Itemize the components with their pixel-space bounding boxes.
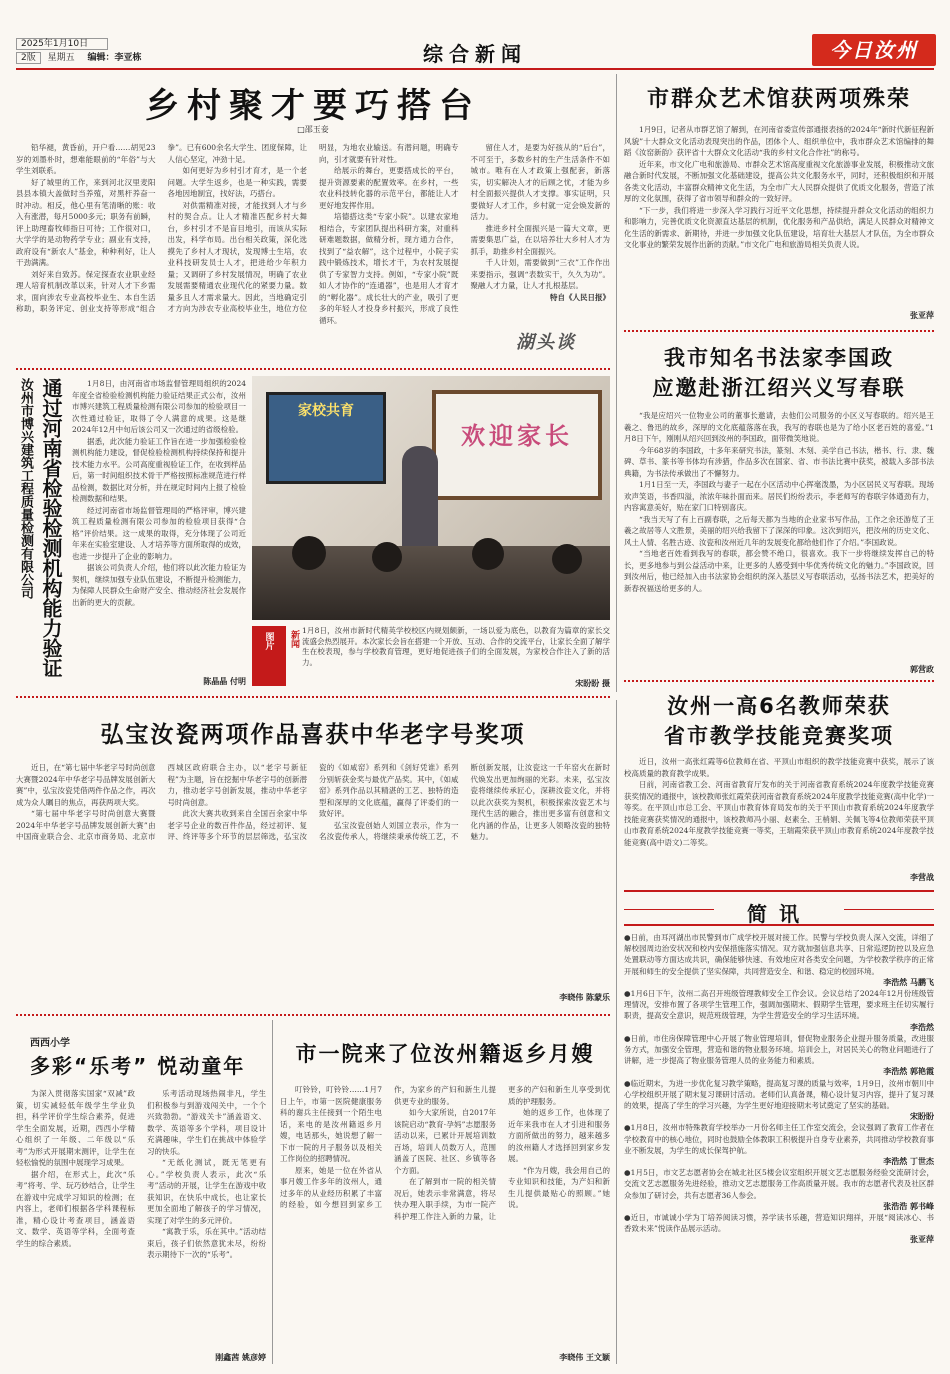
photo-head: [472, 538, 504, 570]
brief-item: [624, 1212, 934, 1246]
header-date-box: [16, 38, 108, 50]
brief-item: [624, 988, 934, 1033]
divider-vertical-top: [616, 74, 617, 692]
header-weekday: 星期五: [47, 53, 75, 63]
music-kicker: 西西小学: [30, 1038, 70, 1049]
inspection-byline: 陈晶晶 付明: [203, 677, 246, 686]
music-body: [16, 1088, 266, 1350]
photo-tag-2: 新闻: [289, 630, 299, 648]
village-para: 对供需精准对接，才能找到人才与乡村的契合点。让人才精准匹配乡村大舞台，乡村引才不是盲目地引，而该从实际出发，科学布局。出台相关政策，深化选摸先了乡村人才现状，发现博士生培，农业科技研发员士人才，把进给少年积力量；又调研了乡村发展情况，明确了农业发展需要精通农业现代化的紧要力量。数量多且人才需求量大。因此，当地确定引才方向为涉农专业高校毕业生，地位方位明显，为地农业输送。有潜问题，明确专向，引才就要有针对性。: [167, 143, 459, 313]
inspection-para: 经过河南省市场监督管理局的严格评审，博兴建筑工程质量检测有限公司参加的检验项目获得“合格”评价结果。这一成果的取得，充分体现了公司近年来在实验室建设、人才培养等方面所取得的成效，也进一步提升了企业的影响力。: [72, 505, 246, 561]
village-para: 推进乡村全面振兴是一篇大文章，更需要集思广益，在以培养壮大乡村人才为抓手，助推乡村全面振兴。: [470, 223, 610, 256]
vocational-para: 日前，河南省教工会、河南省教育厅发布的关于河南省教育系统2024年度教学技能竞赛获奖情况的通报中，该校教师张红霞荣获河南省教育系统2024年度教学技能竞赛(高中化学)一等奖。在平顶山市总工会、平顶山市教育体育局发布的关于平顶山市教育系统2024年度教学技能竞赛获奖情况的通报中，该校教师冯小丽、赵素全、王梢娟、关佩飞等4位教师荣获平顶山市教育系统2024年度教学技能竞赛一等奖，王瑞霞荣获平顶山市教育系统2024年度教学技能竞赛(高中语文)二等奖。: [624, 780, 934, 847]
brief-byline: 李浩然 马鹏飞: [883, 977, 934, 987]
village-para: 给展示的舞台，更要搭成长的平台，提升资源要素的配置效率。在乡村，一些农业科技转化器的示范平台，都能让人才更好地发挥作用。: [319, 166, 459, 210]
village-para: 铅华褪，黄昏前，开户看……胡见23岁的刘墨朴时，想难能眼前的“年俗”与大学生刘联系。: [16, 143, 156, 175]
brief-item: [624, 1033, 934, 1078]
village-para: 培德搭这类“专家小院”。以建农家地相结合，专家团队提出科研方案，对重科研难题数据，做精分析，现方通力合作，找到了“益农解”，这个过程中，小院子实践中锻炼技术，增长才干，为农村发展提供了专家智力支持。例如，“专家小院”既如人才协作的“连通器”，也是用人才育才的“孵化器”。成长壮大的产业，吸引了更多的年轻人才投身乡村振兴，形成了良性循环。: [319, 212, 459, 325]
masthead: 今日汝州: [830, 38, 918, 62]
calligraphy-body: [624, 410, 934, 662]
brief-item: [624, 1122, 934, 1167]
village-para: 刘好来自致苏。保定探查农业职业经理人培育机制改革以来，针对人才下乡需求，面向涉农专业高校毕业生、本自生活称助，职务评定、创业支持等形成“组合拳”。已有600余名大学生、团度保障，让人信心坚定，冲劲十足。: [16, 143, 307, 313]
vocational-title-line2: 省市教学技能竞赛奖项: [664, 724, 894, 748]
bone-para: 原来，她是一位在外省从事月嫂工作多年的汝州人，通过多年的从业经历积累了丰富的经验，如今想回到家乡工作，为家乡的产妇和新生儿提供更专业的服务。: [280, 1085, 496, 1209]
music-para: “寓教于乐，乐在其中。”活动结束后，孩子们依然意犹未尽，纷纷表示期待下一次的“乐考”。: [147, 1227, 266, 1259]
briefs-title: 简讯: [747, 902, 811, 926]
village-para: 千人计划，需要做到“三衣”工作作出来要指示，强调“表数实干，久久为功”。聚融人才力量，让人才扎根基层。: [470, 258, 610, 290]
calligraphy-title-line1: 我市知名书法家李国政: [664, 346, 894, 370]
brief-item: [624, 1167, 934, 1212]
divider-middle: [16, 696, 610, 698]
music-para: 乐考活动现场热闹非凡，学生们积极参与到游戏闯关中，一个个兴致勃勃。“游戏关卡”涵盖语文、数学、英语等多个学科，项目设计充满趣味，学生们在挑战中体验学习的快乐。: [147, 1089, 266, 1156]
art-byline: 张亚萍: [910, 311, 934, 320]
village-para: 如何更好为乡村引才育才，是一个老问题。大学生返乡，也是一种实践，需要各地因地制宜，找好法，巧搭台。: [167, 166, 307, 198]
music-para: “无纸化测试，既无笔更有心。”学校负责人表示，此次“乐考”活动的开展，让学生在游戏中收获知识，在快乐中成长，也让家长更加全面地了解孩子的学习情况，实现了对学生的多元评价。: [147, 1158, 266, 1225]
inspection-para: 据悉，此次能力验证工作旨在进一步加强检验检测机构能力建设，督促检验检测机构持续保持和提升技术能力水平。公司高度重视验证工作，在收到样品后，第一时间组织技术骨干严格按照标准规范进行样品检测，数据比对分析，并在规定时间内上报了检验检测数据和结果。: [72, 436, 246, 503]
divider-village: [16, 368, 610, 370]
header-date: 2025年1月10日: [21, 39, 89, 49]
brief-item: [624, 1078, 934, 1123]
music-title: 多彩“乐考” 悦动童年: [30, 1054, 246, 1078]
article-music: [16, 1020, 266, 1366]
article-calligraphy: [624, 336, 934, 676]
calligraphy-para: “我是应绍兴一位物业公司的董事长邀请，去他们公司服务的小区义写春联的。绍兴是王羲之、鲁迅的故乡，深厚的文化底蕴落落在我，我写的春联也是为了给小区老百姓的喜爱。”1月8日下午，刚刚从绍兴回到汝州的李国政，面带微笑地说。: [624, 411, 934, 443]
divider-ceramics: [16, 1014, 610, 1016]
vocational-body: [624, 756, 934, 872]
art-para: 1月9日，记者从市群艺馆了解到，在河南省委宣传部通报表扬的2024年“新时代新征程新风貌”十大群众文化活动表现突出的作品，团体个人、组织单位中，我市群众艺术馆编排的舞蹈《汝窑新韵》获评省十大群众文化活动“我的乡村文化合作社”的称号。: [624, 125, 934, 157]
article-bone: [280, 1020, 610, 1366]
brief-byline: 李浩然: [910, 1022, 934, 1032]
photo-tag-1: 图片: [263, 632, 274, 650]
ceramics-para: “第七届中华老字号时尚创意大赛暨2024年中华老字号品牌发展创新大赛”由中国商业联合会、北京市商务局、北京市西城区政府联合主办，以“老字号新征程”为主题，旨在挖掘中华老字号的创新潜力，推动老字号创新发展，推动中华老字号时尚创意。: [16, 763, 307, 841]
bone-body: [280, 1084, 610, 1350]
photo-board-left: 家校共育: [298, 403, 354, 419]
brief-text: ●1月6日下午，汝州二高召开班级管理教师安全工作会议。会议总结了2024年12月份班级管理情况，安排布置了各项学生管理工作，强调加强期末、假期学生管理，要求班主任切实履行职责，提高安全意识，规范班级管理，为学生营造安全的学习生活环境。: [624, 989, 934, 1021]
brief-item: [624, 932, 934, 988]
photo-byline: 宋盼盼 摄: [575, 679, 610, 688]
briefs-line-left: [624, 909, 714, 910]
photo-head: [552, 544, 582, 574]
photo-caption: 1月8日，汝州市新时代精英学校校区内规划颇新，一场以爱为底色，以教育为篇章的家长交流盛会热烈展开。本次家长会旨在搭建一个开放、互动、合作的交流平台，让家长全面了解学生在校表现，参与学校教育管理，更好地促进孩子们的全面发展，为家校合作注入了新的活力。: [302, 626, 610, 667]
divider-vertical-bottom: [616, 700, 617, 1364]
header-editor: 编辑：李亚栋: [87, 53, 142, 63]
brief-byline: 李浩然 郭艳霞: [883, 1067, 934, 1077]
calligraphy-byline: 郭营政: [910, 665, 934, 674]
bone-byline: 李晓伟 王文颖: [559, 1353, 610, 1362]
briefs-body: [624, 932, 934, 1364]
brief-byline: 宋盼盼: [910, 1112, 934, 1122]
photo-news-badge: [252, 626, 286, 686]
divider-calligraphy: [624, 680, 934, 682]
briefs-header: [624, 890, 934, 926]
art-para: “下一步，我们将进一步深入学习践行习近平文化思想，持续提升群众文化活动的组织力和影响力，完善优质文化资源直达基层的机制，优化服务和产品供给，满足人民群众对精神文化生活的新需求、新期待，并进一步加强文化队伍建设，培育壮大基层人才队伍，为全市群众文化事业的繁荣发展作出新的贡献。”市文化广电和旅游局相关负责人说。: [624, 205, 934, 249]
ceramics-para: 弘宝汝瓷创始人刘国立表示，作为一名汝瓷传承人，将继续秉承传统工艺，不断创新发展，让汝瓷这一千年窑火在新时代焕发出更加绚丽的光彩。未来，弘宝汝瓷将继续传承匠心，深耕汝瓷文化，并将以此次获奖为契机，积极探索汝瓷艺术与现代生活的融合，推出更多富有创意和文化内涵的作品，让更多人领略汝瓷的独特魅力。: [319, 763, 610, 841]
bone-para: “作为月嫂，我会用自己的专业知识和技能，为产妇和新生儿提供最贴心的照顾。”她说。: [508, 1165, 610, 1209]
calligraphy-para: 1月1日至一天，李国政与妻子一起在小区活动中心挥毫泼墨，为小区居民义写春联。现场欢声笑语，书香四溢，浓浓年味扑面而来。居民们纷纷表示，李老师写的春联字体遒劲有力，内容寓意美好，贴在家门口特别喜庆。: [624, 480, 934, 512]
brief-byline: 李浩然 丁世杰: [883, 1157, 934, 1167]
header-page-row: [16, 52, 216, 64]
calligraphy-para: “当地老百姓看到我写的春联，都会赞不绝口，很喜欢。我下一步将继续发挥自己的特长，更多地参与到公益活动中来，让更多的人感受到中华优秀传统文化的魅力。”李国政说，回到汝州后，他已经加入由书法家协会组织的深入基层义写春联活动，弘扬书法艺术，把美好的新春祝福送给更多的人。: [624, 549, 934, 593]
briefs-line-right: [844, 909, 934, 910]
calligraphy-title-line2: 应邀赴浙江绍兴义写春联: [652, 376, 906, 400]
village-source: 特自《人民日报》: [550, 292, 610, 302]
brief-text: ●1月8日，汝州市特殊教育学校举办一月份名师主任工作室交流会，会议强调了教育工作者在学校教育中的核心地位，同时也鼓励全体教职工积极提升自身专业素养，共同推动学校教育事业不断发展，为学生的成长保驾护航。: [624, 1123, 934, 1155]
ceramics-byline: 李晓伟 陈蒙乐: [559, 993, 610, 1002]
brief-text: ●日前，市住房保障管理中心开展了物业管理培训，督促物业服务企业提升服务质量，改进服务方式，加强安全管理，营造和谐的物业服务环境。培训会上，对居民关心的物业问题进行了讲解，进一步提高了物业服务管理人员的业务能力和素质。: [624, 1033, 934, 1066]
inspection-para: 据该公司负责人介绍，他们将以此次能力验证为契机，继续加强专业队伍建设，不断提升检测能力，为保障人民群众生命财产安全、推动经济社会发展作出新的更大的贡献。: [72, 563, 246, 607]
village-para: 留住人才，是要为好孩从的“后台”，不可至于，多数乡村的生产生活条件不如城市。唯有在人才政策上强配套，新落实，切实解决人才的后顾之忧，才能为乡村全面振兴提供人才支撑。事实证明，只要做好人才工作，乡村就一定会焕发新的活力。: [470, 143, 610, 221]
bone-para: 在了解到市一院的相关情况后，她表示非常满意，将尽快办理入职手续，为市一院产科护理工作注入新的力量，让更多的产妇和新生儿享受到优质的护理服务。: [394, 1085, 610, 1221]
brief-text: ●1月5日，市文艺志愿者协会在城北社区5楼会议室组织开展文艺志愿服务经验交流研讨会，交流文艺志愿服务先进经验，推动文艺志愿服务工作高质量开展。我市的志愿者代表及社区群众参加了研讨会，共有志愿者36人参会。: [624, 1168, 934, 1200]
music-byline: 刚鑫茜 姚彦婷: [215, 1353, 266, 1362]
inspection-subtitle: 汝州市博兴建筑工程质量检测有限公司: [18, 378, 33, 599]
header: [0, 0, 950, 66]
bone-para: 她的返乡工作，也体现了近年来我市在人才引进和服务方面所做出的努力，越来越多的汝州籍人才选择回到家乡发展。: [508, 1108, 610, 1163]
music-para: 为深入贯彻落实国家“双减”政策，切实减轻低年级学生学业负担，科学评价学生综合素养，促进学生全面发展，近期，西西小学精心组织了一年级、二年级以“乐考”为形式开展期末测评，让学生在轻松愉悦的氛围中展现学习成果。: [16, 1089, 135, 1167]
calligraphy-para: 今年68岁的李国政，十多年来研究书法，篆刻、木刻、美学自己书法，楷书、行、隶、魏碑、草书、篆书等书体均有涉猎，作品多次在国家、省、市书法比赛中获奖，被载入多部书法典籍，为书法传承做出了不懈努力。: [624, 445, 934, 478]
vocational-byline: 李营战: [910, 873, 934, 882]
masthead-box: [812, 34, 936, 66]
photo-news: [252, 376, 610, 692]
brief-byline: 张浩浩 郭书峰: [883, 1201, 934, 1211]
brief-text: ●临近期末，为进一步优化复习教学策略，提高复习课的质量与效率，1月9日，汝州市朝川中心学校组织开展了期末复习课研讨活动。老师们认真备课，精心设计复习内容，提升了复习课的效果，提高了学生的学习兴趣，为学生更好地迎接期末考试奠定了坚实的基础。: [624, 1078, 934, 1111]
photo-head: [292, 536, 326, 570]
vocational-para: 近日，汝州一高张红霞等6位教师在省、平顶山市组织的教学技能竞赛中获奖，展示了该校高质量的教育教学成果。: [624, 757, 934, 778]
header-page: 2版: [16, 52, 41, 64]
bone-para: 叮铃铃，叮铃铃……1月7日上午，市第一医院健康服务科的谢兵主任接到一个陌生电话，来电的是汝州籍返乡月嫂，电话那头，她说想了解一下市一院的月子服务以及相关工作岗位的招聘情况。: [280, 1085, 382, 1163]
article-vocational: [624, 684, 934, 884]
bone-title: 市一院来了位汝州籍返乡月嫂: [295, 1042, 595, 1066]
briefs: [624, 890, 934, 1366]
village-author: □邵玉妾: [297, 125, 329, 134]
divider-art: [624, 330, 934, 332]
inspection-para: 1月8日，由河南省市场监督管理局组织的2024年度全省检验检测机构能力验证结果正式公布，汝州市博兴建筑工程质量检测有限公司参加的检验项目一次性通过验证，取得了令人满意的成果。这是继2024年12月中旬后该公司又一次通过的省级检验。: [72, 379, 246, 434]
photo-classroom: [252, 376, 610, 620]
divider-vertical-music: [272, 1020, 273, 1364]
section-title: 综合新闻: [423, 42, 527, 66]
inspection-body: [72, 378, 246, 674]
brief-byline: 张亚萍: [910, 1235, 934, 1245]
article-village: [16, 74, 610, 364]
article-ceramics: [16, 700, 610, 1010]
article-inspection: [16, 374, 246, 692]
art-para: 近年来，市文化广电和旅游局、市群众艺术馆高度重视文化旅游事业发展，积极推动文旅融合新时代发展，不断加强文化基础建设，提高公共文化服务水平，同时，还积极组织和开展各类文化活动，丰富群众精神文化生活，为全市广大人民群众提供了优质文化服务，营造了浓厚的文化氛围，获得了省市领导和群众的一致好评。: [624, 159, 934, 203]
village-para: 好了城里的工作，来到河北汉里麦阳县县本镇大盖做时当养殖，对黑杆养奋一时冲动。相反，他心里有笔清晰的账：收入有涨潜，每月5000多元；职务有前瞬，评上助理畜牧师指日可待；工作很对口，大学学的是动物药学专业；副业有支持，政府设有“新农人”基金，种种利好，让人干劲满满。: [16, 177, 156, 267]
ceramics-para: 此次大赛共收到来自全国百余家中华老字号企业的数百件作品，经过初评、复评、终评等多个环节的层层筛选，弘宝汝瓷的《如咸窑》系列和《剑好凭谁》系列分别斩获金奖与最优产品奖。其中，《如咸窑》系列作品以其精湛的工艺、独特的造型和深厚的文化底蕴，赢得了评委们的一致好评。: [167, 763, 459, 841]
ceramics-para: 近日，在“第七届中华老字号时尚创意大赛暨2024年中华老字号品牌发展创新大赛”中，弘宝汝瓷凭借两件作品之作，再次成为众人瞩目的焦点，再获两项大奖。: [16, 763, 156, 807]
article-art: [624, 74, 934, 324]
inspection-title: 通过河南省检验检测机构能力验证: [39, 378, 63, 678]
art-body: [624, 124, 934, 310]
photo-head: [372, 542, 402, 572]
art-title: 市群众艺术馆获两项殊荣: [646, 87, 911, 112]
village-stamp: 湖头谈: [516, 332, 576, 353]
village-title: 乡村聚才要巧搭台: [145, 86, 481, 126]
music-para: 据介绍，在形式上，此次“乐考”将考、学、玩巧妙结合，让学生在游戏中完成学习知识的检测；在内容上，老师们根据各学科课程标准，精心设计考查项目，涵盖语文、数学、英语等学科，全面考查学生的综合素质。: [16, 1169, 135, 1248]
photo-board-right: 欢迎家长: [461, 422, 573, 450]
bone-para: 如今大家所说，自2017年该院启动“教育·孕妈”志愿服务活动以来，已累计开展培训数百场，培训人员数万人，范围涵盖了医院、社区、乡镇等各个方面。: [394, 1108, 496, 1175]
ceramics-body: [16, 762, 610, 992]
ceramics-title: 弘宝汝瓷两项作品喜获中华老字号奖项: [100, 722, 526, 748]
calligraphy-para: “我当天写了有上百副春联，之后每天都为当地的企业家书写作品，工作之余还游览了王羲之故居等人文胜景，美丽的绍兴给我留下了深深的印象。这次到绍兴，把汝州的历史文化、风土人情、名胜古迹、汝瓷和汝州近几年的发展变化都给他们作了介绍。”李国政说。: [624, 514, 934, 547]
brief-text: ●日前，由耳河湖出市民警到市广成学校开展对接工作。民警与学校负责人深入交流，详细了解校园周边治安状况和校内安保措施落实情况。双方就加强信息共享、日常巡逻防控以及应急处置联动等方面达成共识，确保能够快速、有效地应对各类安全问题，为学校教学秩序的正常开展和师生的安全提供了坚实保障，共同营造安全、和谐、稳定的校园环境。: [624, 933, 934, 976]
header-rule: [16, 68, 934, 70]
brief-text: ●近日，市诚诚小学为丁培养阅读习惯，养学读书乐趣，营造知识翔祥，开展“阅读冰心、书香致未来”悦读作品展示活动。: [624, 1213, 934, 1234]
vocational-title-line1: 汝州一高6名教师荣获: [667, 694, 891, 718]
